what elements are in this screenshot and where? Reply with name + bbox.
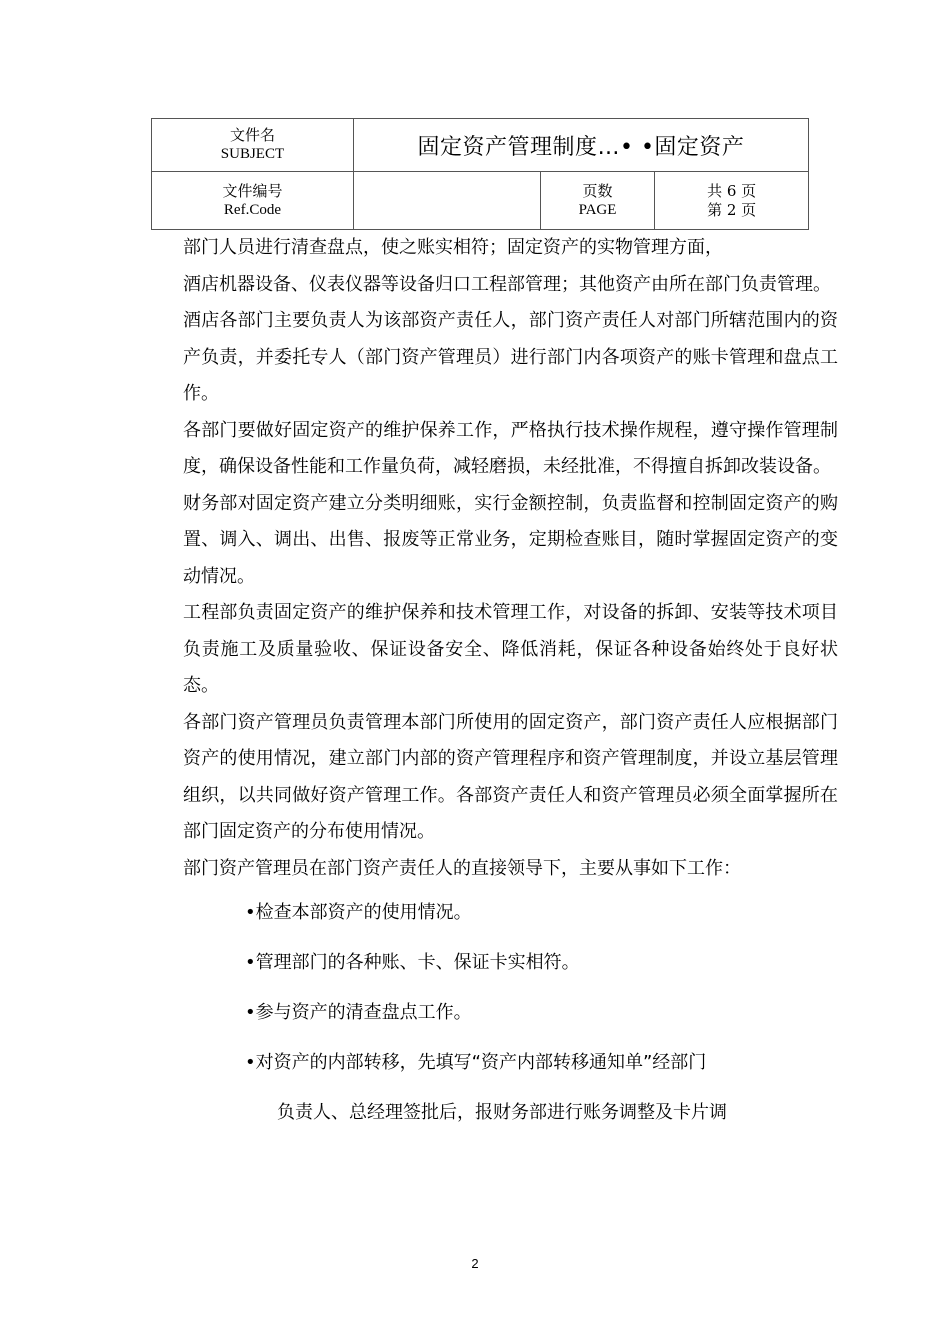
refcode-label-en: Ref.Code [223, 201, 281, 218]
paragraph: 各部门资产管理员负责管理本部门所使用的固定资产，部门资产责任人应根据部门资产的使用情况，建立部门内部的资产管理程序和资产管理制度，并设立基层管理组织，以共同做好资产管理工作。各部资产责任人和资产管理员必须全面掌握所在部门固定资产的分布使用情况。 [183, 711, 838, 842]
refcode-label-cell [152, 172, 354, 230]
paragraph: 财务部对固定资产建立分类明细账，实行金额控制，负责监督和控制固定资产的购置、调入、调出、出售、报废等正常业务，定期检查账目，随时掌握固定资产的变动情况。 [183, 492, 838, 587]
bullet-item: •管理部门的各种账、卡、保证卡实相符。 [245, 952, 580, 973]
document-title: 固定资产管理制度…• •固定资产 [353, 119, 808, 172]
subject-label-en: SUBJECT [220, 146, 285, 162]
subject-label-cell [152, 119, 354, 172]
total-pages: 共 6 页 [707, 181, 757, 200]
bullet-list [183, 901, 838, 1125]
paragraph: 各部门要做好固定资产的维护保养工作，严格执行技术操作规程，遵守操作管理制度，确保设备性能和工作量负荷，减轻磨损，未经批准，不得擅自拆卸改装设备。 [183, 419, 838, 477]
bullet-continuation: 负责人、总经理签批后，报财务部进行账务调整及卡片调 [277, 1102, 727, 1123]
paragraph: 酒店机器设备、仪表仪器等设备归口工程部管理；其他资产由所在部门负责管理。 [183, 273, 831, 295]
paragraph: 酒店各部门主要负责人为该部资产责任人，部门资产责任人对部门所辖范围内的资产负责，并委托专人（部门资产管理员）进行部门内各项资产的账卡管理和盘点工作。 [183, 310, 838, 404]
document-header-table [151, 118, 809, 230]
page-count-cell [655, 172, 809, 230]
paragraph: 工程部负责固定资产的维护保养和技术管理工作，对设备的拆卸、安装等技术项目负责施工及质量验收、保证设备安全、降低消耗，保证各种设备始终处于良好状态。 [183, 602, 838, 696]
page-label-en: PAGE [578, 201, 617, 218]
current-page: 第 2 页 [707, 200, 757, 219]
page-label-cell [540, 172, 655, 230]
paragraph: 部门人员进行清查盘点，使之账实相符；固定资产的实物管理方面， [183, 237, 723, 258]
page-number: 2 [471, 1256, 479, 1271]
paragraph: 部门资产管理员在部门资产责任人的直接领导下，主要从事如下工作： [183, 857, 741, 879]
bullet-item: •参与资产的清查盘点工作。 [245, 1002, 472, 1023]
refcode-label-cn: 文件编号 [222, 181, 283, 200]
bullet-item: •检查本部资产的使用情况。 [245, 902, 472, 923]
document-body [183, 230, 838, 1125]
subject-label-cn: 文件名 [229, 126, 275, 144]
bullet-item: •对资产的内部转移，先填写“资产内部转移通知单”经部门 [245, 1052, 707, 1073]
refcode-value [353, 172, 540, 230]
page-label-cn: 页数 [582, 181, 613, 200]
